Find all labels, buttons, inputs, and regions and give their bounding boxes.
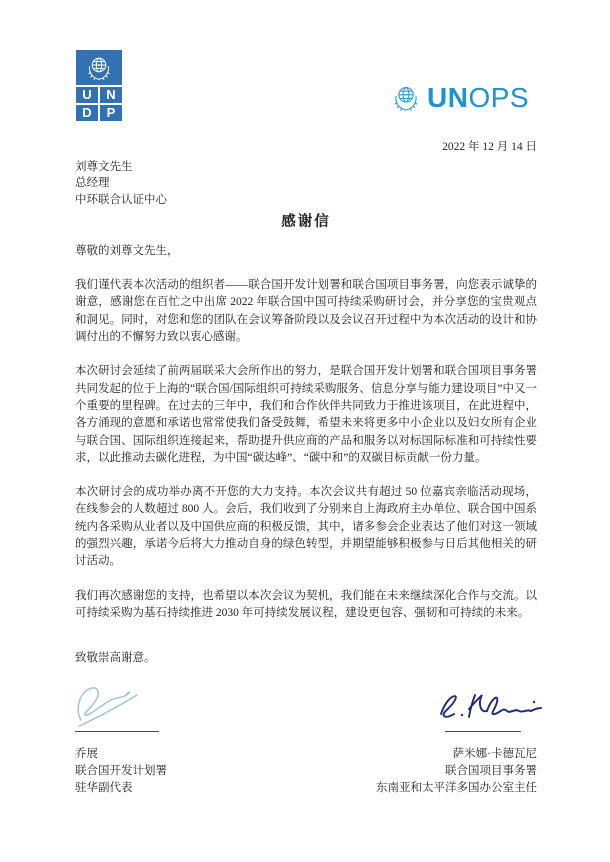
signature-line (445, 731, 521, 732)
undp-letter-n: N (100, 87, 122, 103)
signer-undp-name: 乔展 (75, 747, 98, 760)
paragraph-1: 我们谨代表本次活动的组织者——联合国开发计划署和联合国项目事务署，向您表示诚挚的谢意，感谢您在百忙之中出席 2022 年联合国中国可持续采购研讨会，并分享您的宝贵观点和洞见。同时，对您和您的团队在会议筹备阶段以及会议召开过程中为本次活动的设计和协调付出的不懈努力致以衷心感谢。 (75, 279, 537, 344)
unops-wordmark-un: UN (427, 82, 469, 113)
recipient-block (75, 159, 537, 208)
paragraph-2: 本次研讨会延续了前两届联采大会所作出的努力，是联合国开发计划署和联合国项目事务署共同发起的位于上海的“联合国/国际组织可持续采购服务、信息分享与能力建设项目”中又一个重要的里程碑。在过去的三年中，我们和合作伙伴共同致力于推进该项目，在此进程中，各方涌现的意愿和承诺也常常使我们备受鼓舞，希望未来将更多中小企业以及妇女所有企业与联合国、国际组织连接起来，帮助提升供应商的产品和服务以对标国际标准和可持续性要求，以此推动去碳化进程，为中国“碳达峰”、“碳中和”的双碳目标贡献一份力量。 (75, 365, 537, 464)
salutation: 尊敬的刘尊文先生， (75, 244, 179, 257)
paragraph-4: 我们再次感谢您的支持，也希望以本次会议为契机，我们能在未来继续深化合作与交流。以可持续采购为基石持续推进 2030 年可持续发展议程，建设更包容、强韧和可持续的未来。 (75, 589, 537, 619)
recipient-name: 刘尊文先生 (75, 161, 133, 173)
signer-unops-title: 东南亚和太平洋多国办公室主任 (376, 782, 537, 795)
samina-kadwani-signature (433, 686, 545, 728)
letter-title: 感谢信 (281, 213, 331, 230)
signer-undp (75, 746, 167, 798)
signer-names-row (75, 746, 537, 798)
signature-block-undp (75, 731, 159, 732)
signer-unops-name: 萨米娜·卡德瓦尼 (452, 747, 537, 760)
signer-unops (376, 746, 537, 798)
signer-undp-organization: 联合国开发计划署 (75, 764, 167, 777)
unops-wordmark-ops: OPS (468, 82, 530, 113)
undp-letter-d: D (76, 105, 98, 121)
signature-row (75, 674, 537, 732)
signer-unops-organization: 联合国项目事务署 (445, 764, 537, 777)
recipient-title: 总经理 (75, 177, 110, 190)
signature-block-unops (445, 731, 521, 732)
qiao-zhan-signature (71, 682, 163, 730)
undp-letter-u: U (76, 87, 98, 103)
recipient-organization: 中环联合认证中心 (75, 193, 167, 206)
closing-salutation: 致敬崇高谢意。 (75, 652, 156, 665)
letter-content (75, 0, 537, 797)
letter-date: 2022 年 12 月 14 日 (442, 141, 537, 153)
undp-letter-p: P (100, 105, 122, 121)
paragraph-3: 本次研讨会的成功举办离不开您的大力支持。本次会议共有超过 50 位嘉宾亲临活动现场，在线参会的人数超过 800 人。会后，我们收到了分别来自上海政府主办单位、联合国中国系统内各采购从业者以及中国供应商的积极反馈，其中，诸多参会企业表达了他们对这一领域的强烈兴趣，承诺今后将大力推动自身的绿色转型，并期望能够积极参与日后其他相关的研讨活动。 (75, 486, 537, 568)
signer-undp-title: 驻华副代表 (75, 782, 133, 795)
signature-line (75, 731, 159, 732)
